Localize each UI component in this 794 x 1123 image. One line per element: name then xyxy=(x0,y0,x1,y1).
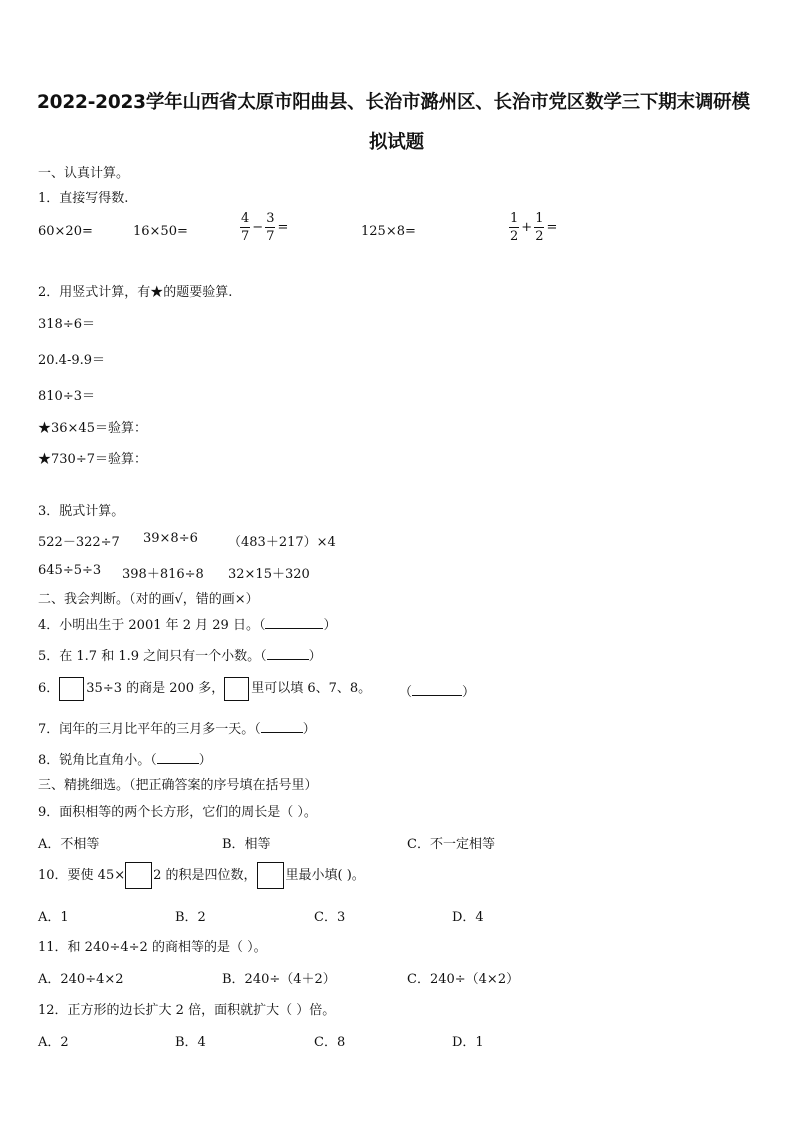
stepwise-calc-6: 32×15＋320 xyxy=(228,567,310,582)
fraction-numerator: 4 xyxy=(241,211,250,226)
digit-box[interactable] xyxy=(59,677,84,701)
question-5 xyxy=(38,645,322,664)
page-title: 2022-2023学年山西省太原市阳曲县、长治市潞州区、长治市党区数学三下期末调研模 xyxy=(37,92,750,113)
option-d[interactable]: D．4 xyxy=(452,910,484,925)
digit-box[interactable] xyxy=(125,862,152,889)
question-3-label: 3．脱式计算。 xyxy=(38,504,125,519)
close-paren: ） xyxy=(302,722,316,737)
answer-blank[interactable] xyxy=(412,683,462,696)
fraction-denominator: 7 xyxy=(241,229,250,244)
question-1-label: 1．直接写得数. xyxy=(38,191,129,206)
section-heading-2: 二、我会判断。（对的画√，错的画×） xyxy=(38,592,259,607)
option-c[interactable]: C．8 xyxy=(314,1035,346,1050)
question-6-answer xyxy=(399,681,475,700)
answer-blank[interactable] xyxy=(267,647,309,660)
option-b[interactable]: B．相等 xyxy=(222,837,271,852)
plus-sign: + xyxy=(521,220,533,235)
vertical-calc-1: 318÷6＝ xyxy=(38,317,95,332)
close-paren: ） xyxy=(323,618,337,633)
stepwise-calc-4: 645÷5÷3 xyxy=(38,563,102,578)
option-a[interactable]: A．不相等 xyxy=(38,837,100,852)
question-7 xyxy=(38,718,316,737)
fraction-numerator: 1 xyxy=(510,211,519,226)
answer-blank[interactable] xyxy=(157,751,199,764)
fraction-denominator: 2 xyxy=(510,229,519,244)
option-b[interactable]: B．2 xyxy=(175,910,206,925)
stepwise-calc-1: 522－322÷7 xyxy=(38,535,120,550)
vertical-calc-2: 20.4-9.9＝ xyxy=(38,353,106,368)
option-b[interactable]: B．4 xyxy=(175,1035,206,1050)
option-a[interactable]: A．1 xyxy=(38,910,69,925)
calc-item-3: 125×8= xyxy=(361,224,416,239)
section-heading-1: 一、认真计算。 xyxy=(38,166,130,181)
calc-item-2: 16×50= xyxy=(133,224,188,239)
fraction-expression-2 xyxy=(509,212,559,243)
option-c[interactable]: C．3 xyxy=(314,910,346,925)
question-10 xyxy=(38,862,365,890)
fraction-denominator: 7 xyxy=(266,229,275,244)
answer-blank[interactable] xyxy=(261,720,303,733)
question-7-text: 7．闰年的三月比平年的三月多一天。（ xyxy=(38,722,261,737)
open-paren: （ xyxy=(399,685,413,700)
digit-box[interactable] xyxy=(224,677,249,701)
close-paren: ） xyxy=(198,753,212,768)
answer-blank[interactable] xyxy=(265,616,323,629)
option-c[interactable]: C．不一定相等 xyxy=(407,837,495,852)
minus-sign: − xyxy=(252,220,264,235)
option-a[interactable]: A．2 xyxy=(38,1035,69,1050)
question-4 xyxy=(38,614,336,633)
question-10-mid: 2 的积是四位数， xyxy=(153,868,257,883)
question-11-text: 11．和 240÷4÷2 的商相等的是（ ）。 xyxy=(38,940,267,955)
section-heading-3: 三、精挑细选。（把正确答案的序号填在括号里） xyxy=(38,778,318,793)
question-8 xyxy=(38,749,212,768)
option-d[interactable]: D．1 xyxy=(452,1035,484,1050)
vertical-calc-5: ★730÷7＝验算： xyxy=(38,452,147,467)
fraction-expression-1 xyxy=(240,212,290,243)
fraction-numerator: 3 xyxy=(266,211,275,226)
calc-item-1: 60×20= xyxy=(38,224,93,239)
stepwise-calc-2: 39×8÷6 xyxy=(143,531,198,546)
close-paren: ） xyxy=(462,685,476,700)
equals-sign: = xyxy=(546,220,558,235)
question-12-text: 12．正方形的边长扩大 2 倍，面积就扩大（ ）倍。 xyxy=(38,1003,336,1018)
equals-sign: = xyxy=(277,220,289,235)
stepwise-calc-5: 398＋816÷8 xyxy=(122,567,204,582)
close-paren: ） xyxy=(308,649,322,664)
question-10-tail: 里最小填( )。 xyxy=(285,868,365,883)
question-5-text: 5．在 1.7 和 1.9 之间只有一个小数。（ xyxy=(38,649,267,664)
question-2-label: 2．用竖式计算，有★的题要验算. xyxy=(38,285,233,300)
stepwise-calc-3: （483＋217）×4 xyxy=(228,535,336,550)
vertical-calc-3: 810÷3＝ xyxy=(38,389,95,404)
question-9-text: 9．面积相等的两个长方形，它们的周长是（ ）。 xyxy=(38,805,317,820)
option-b[interactable]: B．240÷（4＋2） xyxy=(222,972,336,987)
digit-box[interactable] xyxy=(257,862,284,889)
fraction-denominator: 2 xyxy=(535,229,544,244)
page-title-line2: 拟试题 xyxy=(369,132,424,153)
question-6-text: 35÷3 的商是 200 多， xyxy=(86,681,225,696)
question-4-text: 4．小明出生于 2001 年 2 月 29 日。（ xyxy=(38,618,266,633)
fraction-numerator: 1 xyxy=(535,211,544,226)
question-6 xyxy=(38,676,371,702)
vertical-calc-4: ★36×45＝验算： xyxy=(38,421,147,436)
question-8-text: 8．锐角比直角小。（ xyxy=(38,753,157,768)
question-10-text: 10．要使 45× xyxy=(38,868,126,883)
question-6-number: 6． xyxy=(38,681,60,696)
question-6-tail: 里可以填 6、7、8。 xyxy=(251,681,372,696)
option-a[interactable]: A．240÷4×2 xyxy=(38,972,124,987)
option-c[interactable]: C．240÷（4×2） xyxy=(407,972,520,987)
